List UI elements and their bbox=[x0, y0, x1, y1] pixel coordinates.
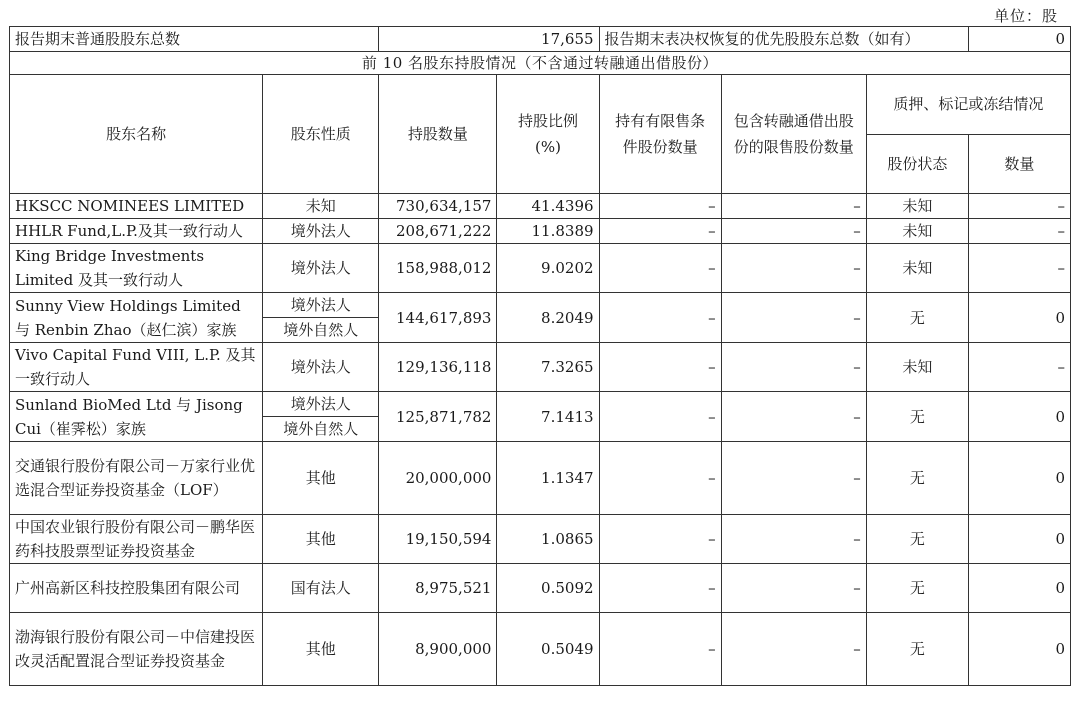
shares-held: 19,150,594 bbox=[379, 515, 497, 564]
pledge-status: 无 bbox=[866, 515, 968, 564]
header-pledge-status: 股份状态 bbox=[866, 134, 968, 194]
holding-ratio: 0.5049 bbox=[497, 613, 599, 686]
unit-label: 单位：股 bbox=[993, 7, 1058, 25]
header-lent-line2: 份的限售股份数量 bbox=[733, 138, 854, 156]
shares-held: 129,136,118 bbox=[379, 343, 497, 392]
holding-ratio: 7.3265 bbox=[497, 343, 599, 392]
shareholder-name: Sunland BioMed Ltd 与 Jisong Cui（崔霁松）家族 bbox=[10, 392, 263, 442]
section-title-row bbox=[10, 52, 1071, 75]
holding-ratio: 0.5092 bbox=[497, 564, 599, 613]
lent-restricted-shares: – bbox=[721, 613, 866, 686]
table-row bbox=[10, 194, 1071, 219]
pledge-qty: 0 bbox=[968, 442, 1070, 515]
shareholder-table bbox=[9, 26, 1071, 686]
holding-ratio: 1.0865 bbox=[497, 515, 599, 564]
shareholder-nature: 其他 bbox=[263, 442, 379, 515]
header-pledge-qty: 数量 bbox=[968, 134, 1070, 194]
table-row bbox=[10, 613, 1071, 686]
shares-held: 8,975,521 bbox=[379, 564, 497, 613]
pledge-qty: 0 bbox=[968, 515, 1070, 564]
table-row bbox=[10, 392, 1071, 417]
shareholder-nature: 未知 bbox=[263, 194, 379, 219]
lent-restricted-shares: – bbox=[721, 515, 866, 564]
restricted-shares: – bbox=[599, 392, 721, 442]
header-lent bbox=[721, 75, 866, 194]
pledge-status: 无 bbox=[866, 442, 968, 515]
shareholder-nature: 境外自然人 bbox=[263, 417, 379, 442]
lent-restricted-shares: – bbox=[721, 244, 866, 293]
pledge-qty: – bbox=[968, 244, 1070, 293]
preferred-holders-label: 报告期末表决权恢复的优先股股东总数（如有） bbox=[599, 27, 968, 52]
restricted-shares: – bbox=[599, 613, 721, 686]
shareholder-name: 广州高新区科技控股集团有限公司 bbox=[10, 564, 263, 613]
shareholder-nature: 国有法人 bbox=[263, 564, 379, 613]
shareholder-name: 交通银行股份有限公司－万家行业优选混合型证券投资基金（LOF） bbox=[10, 442, 263, 515]
header-pledge: 质押、标记或冻结情况 bbox=[866, 75, 1070, 135]
shares-held: 20,000,000 bbox=[379, 442, 497, 515]
shareholder-nature: 境外法人 bbox=[263, 392, 379, 417]
pledge-status: 未知 bbox=[866, 194, 968, 219]
shares-held: 158,988,012 bbox=[379, 244, 497, 293]
shareholder-name: 中国农业银行股份有限公司－鹏华医药科技股票型证券投资基金 bbox=[10, 515, 263, 564]
pledge-status: 未知 bbox=[866, 244, 968, 293]
pledge-qty: – bbox=[968, 343, 1070, 392]
pledge-qty: 0 bbox=[968, 564, 1070, 613]
pledge-qty: 0 bbox=[968, 293, 1070, 343]
pledge-status: 无 bbox=[866, 392, 968, 442]
shareholder-name: Vivo Capital Fund VIII, L.P. 及其一致行动人 bbox=[10, 343, 263, 392]
shareholder-name: King Bridge Investments Limited 及其一致行动人 bbox=[10, 244, 263, 293]
pledge-status: 无 bbox=[866, 613, 968, 686]
table-row bbox=[10, 515, 1071, 564]
shareholder-name: HHLR Fund,L.P.及其一致行动人 bbox=[10, 219, 263, 244]
lent-restricted-shares: – bbox=[721, 564, 866, 613]
lent-restricted-shares: – bbox=[721, 219, 866, 244]
shareholder-name: Sunny View Holdings Limited 与 Renbin Zhao（赵仁滨）家族 bbox=[10, 293, 263, 343]
common-holders-label: 报告期末普通股股东总数 bbox=[10, 27, 379, 52]
holding-ratio: 7.1413 bbox=[497, 392, 599, 442]
header-restricted-line1: 持有有限售条 bbox=[615, 112, 706, 130]
header-nature: 股东性质 bbox=[263, 75, 379, 194]
shareholder-nature: 其他 bbox=[263, 613, 379, 686]
lent-restricted-shares: – bbox=[721, 392, 866, 442]
summary-row bbox=[10, 27, 1071, 52]
restricted-shares: – bbox=[599, 442, 721, 515]
section-title: 前 10 名股东持股情况（不含通过转融通出借股份） bbox=[10, 52, 1071, 75]
lent-restricted-shares: – bbox=[721, 442, 866, 515]
table-row bbox=[10, 442, 1071, 515]
lent-restricted-shares: – bbox=[721, 293, 866, 343]
holding-ratio: 8.2049 bbox=[497, 293, 599, 343]
restricted-shares: – bbox=[599, 343, 721, 392]
holding-ratio: 1.1347 bbox=[497, 442, 599, 515]
lent-restricted-shares: – bbox=[721, 194, 866, 219]
pledge-status: 无 bbox=[866, 293, 968, 343]
restricted-shares: – bbox=[599, 244, 721, 293]
restricted-shares: – bbox=[599, 564, 721, 613]
restricted-shares: – bbox=[599, 219, 721, 244]
holding-ratio: 9.0202 bbox=[497, 244, 599, 293]
table-row bbox=[10, 244, 1071, 293]
header-shares: 持股数量 bbox=[379, 75, 497, 194]
table-row bbox=[10, 564, 1071, 613]
shareholder-nature: 境外法人 bbox=[263, 219, 379, 244]
restricted-shares: – bbox=[599, 194, 721, 219]
pledge-qty: – bbox=[968, 194, 1070, 219]
lent-restricted-shares: – bbox=[721, 343, 866, 392]
header-lent-line1: 包含转融通借出股 bbox=[733, 112, 854, 130]
common-holders-value: 17,655 bbox=[379, 27, 599, 52]
holding-ratio: 11.8389 bbox=[497, 219, 599, 244]
shareholder-nature: 境外法人 bbox=[263, 343, 379, 392]
shares-held: 730,634,157 bbox=[379, 194, 497, 219]
pledge-status: 未知 bbox=[866, 219, 968, 244]
table-row bbox=[10, 219, 1071, 244]
preferred-holders-value: 0 bbox=[968, 27, 1070, 52]
shares-held: 208,671,222 bbox=[379, 219, 497, 244]
header-name: 股东名称 bbox=[10, 75, 263, 194]
pledge-status: 未知 bbox=[866, 343, 968, 392]
pledge-qty: 0 bbox=[968, 392, 1070, 442]
pledge-qty: – bbox=[968, 219, 1070, 244]
shareholder-nature: 境外法人 bbox=[263, 244, 379, 293]
header-row-1 bbox=[10, 75, 1071, 135]
pledge-qty: 0 bbox=[968, 613, 1070, 686]
table-row bbox=[10, 343, 1071, 392]
shareholder-name: HKSCC NOMINEES LIMITED bbox=[10, 194, 263, 219]
table-row bbox=[10, 293, 1071, 318]
header-restricted bbox=[599, 75, 721, 194]
shares-held: 8,900,000 bbox=[379, 613, 497, 686]
restricted-shares: – bbox=[599, 293, 721, 343]
shareholder-name: 渤海银行股份有限公司－中信建投医改灵活配置混合型证券投资基金 bbox=[10, 613, 263, 686]
shareholder-nature: 境外法人 bbox=[263, 293, 379, 318]
restricted-shares: – bbox=[599, 515, 721, 564]
header-restricted-line2: 件股份数量 bbox=[622, 138, 698, 156]
header-ratio-unit: (%) bbox=[535, 138, 561, 156]
holding-ratio: 41.4396 bbox=[497, 194, 599, 219]
shareholder-nature: 境外自然人 bbox=[263, 318, 379, 343]
shares-held: 125,871,782 bbox=[379, 392, 497, 442]
pledge-status: 无 bbox=[866, 564, 968, 613]
shareholder-nature: 其他 bbox=[263, 515, 379, 564]
shares-held: 144,617,893 bbox=[379, 293, 497, 343]
header-ratio bbox=[497, 75, 599, 194]
header-ratio-label: 持股比例 bbox=[517, 112, 578, 130]
